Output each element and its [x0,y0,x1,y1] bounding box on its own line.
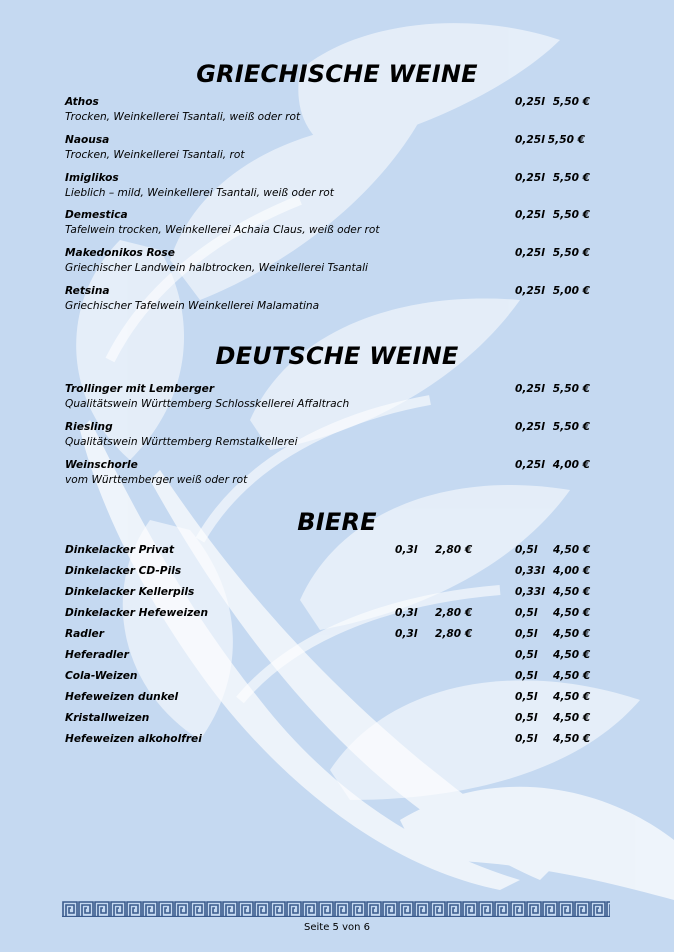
beer-large-volume: 0,5l [515,544,538,556]
list-item [65,382,605,412]
wine-description: Tafelwein trocken, Weinkellerei Achaia Claus, weiß oder rot [65,224,380,236]
wine-price: 5,50 € [552,96,590,108]
beer-large-volume: 0,33l [515,586,545,598]
beer-small-price: 2,80 € [435,544,473,556]
wine-description: Trocken, Weinkellerei Tsantali, rot [65,149,245,161]
wine-name: Imiglikos [65,172,119,184]
section-title-greek-wines: GRIECHISCHE WEINE [196,60,478,88]
beer-name: Kristallweizen [65,712,150,724]
beer-large-price: 4,50 € [553,586,591,598]
wine-description: Lieblich – mild, Weinkellerei Tsantali, weiß oder rot [65,187,334,199]
wine-name: Retsina [65,285,110,297]
list-item [65,95,605,125]
table-row [65,710,605,726]
beer-large-volume: 0,5l [515,733,538,745]
table-row [65,605,605,621]
wine-name: Riesling [65,421,113,433]
table-row [65,626,605,642]
beer-large-price: 4,00 € [553,565,591,577]
wine-volume: 0,25l [515,459,545,471]
wine-price: 5,00 € [552,285,590,297]
wine-name: Weinschorle [65,459,138,471]
beer-large-price: 4,50 € [553,628,591,640]
table-row [65,668,605,684]
table-row [65,563,605,579]
list-item [65,208,605,238]
beer-large-price: 4,50 € [553,544,591,556]
beer-name: Dinkelacker Kellerpils [65,586,195,598]
wine-name: Trollinger mit Lemberger [65,383,215,395]
wine-volume: 0,25l [515,247,545,259]
table-row [65,647,605,663]
wine-volume: 0,25l [515,421,545,433]
list-item [65,420,605,450]
beer-large-price: 4,50 € [553,712,591,724]
beer-name: Heferadler [65,649,129,661]
list-item [65,171,605,201]
beer-small-price: 2,80 € [435,607,473,619]
wine-name: Makedonikos Rose [65,247,175,259]
beer-large-price: 4,50 € [553,733,591,745]
wine-description: Trocken, Weinkellerei Tsantali, weiß oder rot [65,111,301,123]
wine-description: Griechischer Landwein halbtrocken, Weinkellerei Tsantali [65,262,368,274]
wine-volume: 0,25l [515,134,545,146]
beer-large-volume: 0,33l [515,565,545,577]
table-row [65,542,605,558]
wine-price: 5,50 € [552,421,590,433]
beer-large-price: 4,50 € [553,649,591,661]
beer-large-volume: 0,5l [515,712,538,724]
wine-volume: 0,25l [515,383,545,395]
wine-description: vom Württemberger weiß oder rot [65,474,248,486]
beer-name: Dinkelacker Hefeweizen [65,607,208,619]
beer-small-volume: 0,3l [395,607,418,619]
beer-large-volume: 0,5l [515,607,538,619]
beer-name: Radler [65,628,104,640]
beer-name: Cola-Weizen [65,670,138,682]
wine-name: Athos [65,96,99,108]
beer-large-volume: 0,5l [515,691,538,703]
beer-name: Hefeweizen alkoholfrei [65,733,202,745]
beer-small-volume: 0,3l [395,544,418,556]
wine-price: 5,50 € [552,209,590,221]
list-item [65,133,605,163]
beer-large-volume: 0,5l [515,670,538,682]
wine-price: 5,50 € [552,172,590,184]
wine-price: 5,50 € [552,383,590,395]
wine-name: Naousa [65,134,110,146]
beer-name: Dinkelacker CD-Pils [65,565,182,577]
beer-name: Hefeweizen dunkel [65,691,179,703]
wine-description: Griechischer Tafelwein Weinkellerei Malamatina [65,300,320,312]
beer-large-volume: 0,5l [515,628,538,640]
wine-price: 5,50 € [547,134,585,146]
beer-large-price: 4,50 € [553,607,591,619]
list-item [65,284,605,314]
section-title-german-wines: DEUTSCHE WEINE [215,342,459,370]
table-row [65,689,605,705]
beer-large-price: 4,50 € [553,670,591,682]
list-item [65,458,605,488]
table-row [65,584,605,600]
wine-price: 5,50 € [552,247,590,259]
beer-name: Dinkelacker Privat [65,544,175,556]
beer-small-price: 2,80 € [435,628,473,640]
wine-price: 4,00 € [552,459,590,471]
wine-volume: 0,25l [515,285,545,297]
beer-small-volume: 0,3l [395,628,418,640]
list-item [65,246,605,276]
page-number: Seite 5 von 6 [304,922,370,933]
wine-volume: 0,25l [515,172,545,184]
beer-large-volume: 0,5l [515,649,538,661]
wine-volume: 0,25l [515,209,545,221]
wine-name: Demestica [65,209,128,221]
beer-large-price: 4,50 € [553,691,591,703]
table-row [65,731,605,747]
wine-description: Qualitätswein Württemberg Remstalkellerei [65,436,298,448]
greek-meander-border [62,901,610,917]
section-title-beers: BIERE [297,508,377,536]
wine-volume: 0,25l [515,96,545,108]
wine-description: Qualitätswein Württemberg Schlosskellerei Affaltrach [65,398,350,410]
